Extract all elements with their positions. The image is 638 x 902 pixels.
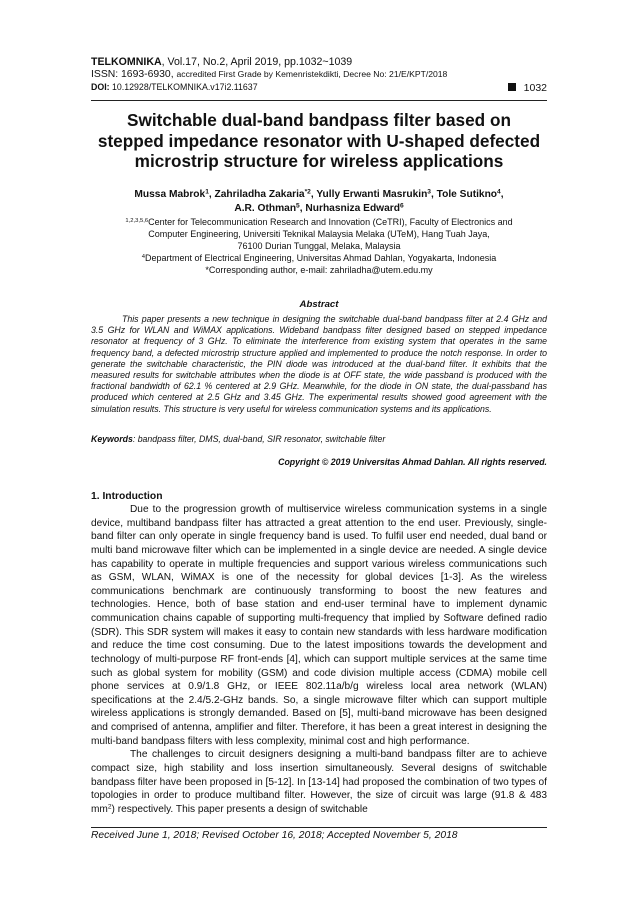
header-rule (91, 100, 547, 101)
author-name: Zahriladha Zakaria (214, 189, 305, 200)
black-square-icon (508, 83, 516, 91)
author-list: Mussa Mabrok$^1$, Zahriladha Zakaria$^{*2}$, Yully Erwanti Masrukin$^3$, Tole Sutikno$^4$, A.R. Othman$^5$, Nurhasniza Edward$^6$ (134, 188, 504, 214)
affiliation-line: Computer Engineering, Universiti Teknikal Malaysia Melaka (UTeM), Hang Tuah Jaya, (148, 228, 490, 239)
issn: ISSN: 1693-6930, (91, 69, 177, 80)
issn-line (91, 69, 447, 80)
affiliation-line: Center for Telecommunication Research and Innovation (CeTRI), Faculty of Electronics and (148, 217, 513, 227)
author-sup: 3 (427, 188, 431, 196)
author-sup: 4 (497, 188, 501, 196)
author-name: Mussa Mabrok (134, 189, 206, 200)
journal-citation (91, 56, 352, 68)
abstract-heading: Abstract (299, 299, 339, 310)
page-number-block (508, 82, 547, 94)
accreditation: accredited First Grade by Kemenristekdikti, Decree No: 21/E/KPT/2018 (176, 69, 448, 79)
author-name: Yully Erwanti Masrukin (316, 189, 428, 200)
doi-value: 10.12928/TELKOMNIKA.v17i2.11637 (109, 82, 258, 92)
received-dates: Received June 1, 2018; Revised October 16, 2018; Accepted November 5, 2018 (91, 830, 458, 841)
author-sup: *2 (304, 188, 311, 196)
paper-title (91, 110, 547, 172)
affiliation-sup: 4 (141, 253, 146, 260)
author-sup: 1 (205, 188, 209, 196)
footer-rule (91, 827, 547, 828)
title-line: microstrip structure for wireless applications (134, 151, 504, 171)
abstract-text: This paper presents a new technique in designing the switchable dual-band bandpass filter at 2.4 GHz and 3.5 GHz for WLAN and WiMAX applications. Wideband bandpass filter designed based on stepped impedance resonator at frequency of 3 GHz. To eliminate the interference from existing system that operates in the same frequency band, a defected microstrip structure applied and implemented to produce the notch response. In order to generate the switchable characteristic, the PIN diode was introduced at the dual-band filter. It exhibits that the measured results for switchable attributes when the diode is at OFF state, the wide passband is produced with the fractional bandwidth of 62.1 % centered at 2.9 GHz. Meanwhile, for the diode in ON state, the dual-passband has produced which centered at 2.5 GHz and 3.45 GHz. The experimental results showed good agreement with the simulation results. This structure is very useful for wireless communication systems and its applications. (91, 314, 547, 414)
corresponding-author: *Corresponding author, e-mail: zahriladha@utem.edu.my (205, 264, 433, 275)
author-sup: 5 (296, 201, 300, 209)
author-name: Tole Sutikno (436, 189, 498, 200)
title-line: stepped impedance resonator with U-shaped defected (97, 130, 541, 151)
journal-name: TELKOMNIKA (91, 56, 162, 68)
keywords-label: Keywords (91, 434, 133, 444)
author-name: Nurhasniza Edward (305, 202, 400, 214)
title-line: Switchable dual-band bandpass filter based on (127, 110, 511, 130)
doi-line (91, 82, 547, 92)
paragraph-text: The challenges to circuit designers designing a multi-band bandpass filter are to achieve compact size, high stability and loss insertion simultaneously. Several designs of switchable bandpass filter have been proposed in [5-12]. In [13-14] had proposed the combination of two types of topologies in order to produce multiband filter. However, the size of circuit was large (91.8 & 483 mm (91, 749, 547, 815)
affiliation-line: Department of Electrical Engineering, Universitas Ahmad Dahlan, Yogyakarta, Indonesia (145, 252, 497, 263)
paragraph-text: ) respectively. This paper presents a design of switchable (111, 803, 368, 815)
superscript: 2 (107, 803, 112, 811)
affiliation-sup: 1,2,3,5,6 (125, 217, 149, 224)
affiliations (91, 217, 547, 277)
author-sup: 6 (399, 201, 404, 209)
keywords (91, 434, 547, 444)
affiliation-line: 76100 Durian Tunggal, Melaka, Malaysia (237, 240, 401, 251)
page-number: 1032 (523, 82, 547, 94)
volume-info: , Vol.17, No.2, April 2019, pp.1032~1039 (161, 56, 353, 68)
section-heading: 1. Introduction (91, 491, 163, 502)
copyright-notice: Copyright © 2019 Universitas Ahmad Dahlan. All rights reserved. (278, 457, 547, 467)
section-body (91, 503, 547, 816)
paragraph: Due to the progression growth of multiservice wireless communication systems in a single device, multiband bandpass filter has attracted a great attention to the end user. Previously, single-band filter can only operate in single frequency band is used. To fulfil user end needed, dual band or multi band microwave filter which can be implemented in a single device are needed. A single device has capability to operate in multiple frequencies and support various wireless communications such as GSM, WLAN, WiMAX is one of the necessity for global devices [1-3]. As the wireless communications benchmark are continuously transforming to boost the new features and technologies. Hence, both of base station and end-user terminal have to implement dynamic communication chains capable of supporting multi-frequency that implied by Software defined radio (SDR). This SDR system will makes it easy to contain new standards with less hardware modification and reduce the time cost consuming. Due to the latest impositions towards the development and technology of multi-purpose RF front-ends [4], which can support multiple services at the same time such as global system for mobility (GSM) and code division multiple access (CDMA) mobile cell phone services at 0.9/1.8 GHz, or IEEE 802.11a/b/g wireless local area network (WLAN) specifications at the 2.4/5.2-GHz bands. So, a single microwave filter which can support multiple wireless applications is strongly demanded. Based on [5], multi-band microwave has been designed and comprised of antenna, amplifier and filter. Therefore, it has been a great interest in designing the multi-band bandpass filters with less complexity, minimal cost and high performance. (91, 504, 547, 747)
keywords-text: : bandpass filter, DMS, dual-band, SIR resonator, switchable filter (132, 434, 386, 444)
paragraph (91, 748, 547, 816)
author-name: A.R. Othman (234, 202, 297, 214)
doi-label: DOI: (91, 82, 110, 92)
